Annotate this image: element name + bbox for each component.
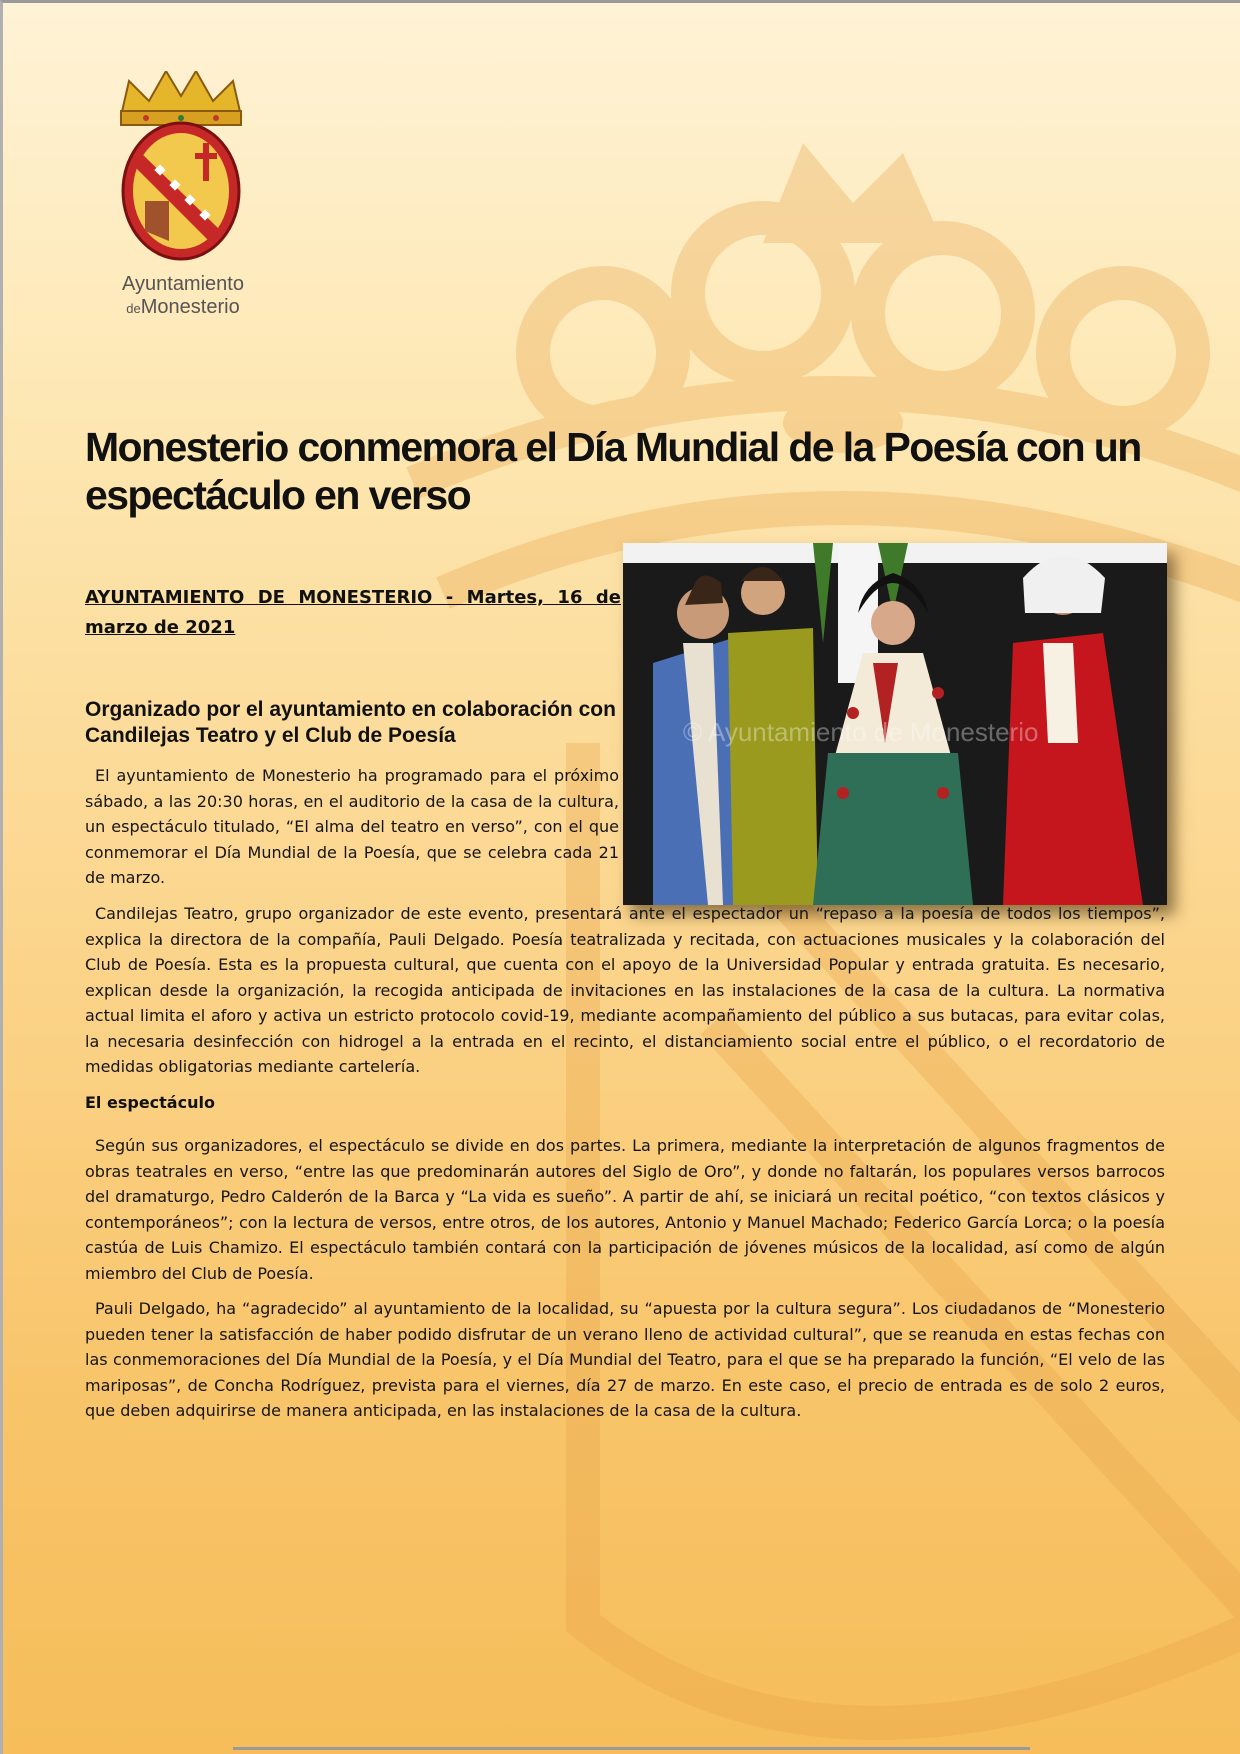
paragraph-3-text: Según sus organizadores, el espectáculo se divide en dos partes. La primera, mediante la interpretación de algunos fragmentos de obras teatrales en verso, “entre las que predominarán autores del Siglo de Oro”, y donde no faltarán, los populares versos barrocos del dramaturgo, Pedro Calderón de la Barca y “La vida es sueño”. A partir de ahí, se iniciará un recital poético, “con textos clásicos y contemporáneos”; con la lectura de versos, entre otros, de los autores, Antonio y Manuel Machado; Federico García Lorca; o la poesía castúa de Luis Chamizo. El espectáculo también contará con la participación de jóvenes músicos de la localidad, así como de algún miembro del Club de Poesía. bbox=[85, 1136, 1165, 1283]
logo-line-2-prefix: de bbox=[126, 301, 141, 316]
footer-divider bbox=[233, 1747, 1030, 1750]
article-title: Monesterio conmemora el Día Mundial de la Poesía con un espectáculo en verso bbox=[85, 424, 1141, 518]
article-dateline: AYUNTAMIENTO DE MONESTERIO - Martes, 16 de marzo de 2021 bbox=[85, 587, 621, 638]
paragraph-1-text: El ayuntamiento de Monesterio ha programado para el próximo sábado, a las 20:30 horas, en el auditorio de la casa de la cultura, un espectáculo titulado, “El alma del teatro en verso”, con el que conmemorar el Día Mundial de la Poesía, que se celebra cada 21 de marzo. bbox=[85, 766, 619, 887]
photo-watermark-text: © Ayuntamiento de Monesterio bbox=[683, 717, 1039, 747]
logo-line-2-main: Monesterio bbox=[140, 296, 240, 318]
logo-line-1: Ayuntamiento bbox=[122, 273, 244, 295]
article-photo bbox=[623, 543, 1167, 905]
article-subtitle: Organizado por el ayuntamiento en colaboración con Candilejas Teatro y el Club de Poesía bbox=[85, 698, 616, 747]
paragraph-2-text: Candilejas Teatro, grupo organizador de este evento, presentará ante el espectador un “repaso a la poesía de todos los tiempos”, explica la directora de la compañía, Pauli Delgado. Poesía teatralizada y recitada, con actuaciones musicales y la colaboración del Club de Poesía. Esta es la propuesta cultural, que cuenta con el apoyo de la Universidad Popular y entrada gratuita. Es necesario, explican desde la organización, la recogida anticipada de invitaciones en las instalaciones de la casa de la cultura. La normativa actual limita el aforo y activa un estricto protocolo covid-19, mediante acompañamiento del público a sus butacas, para evitar colas, la necesaria desinfección con hidrogel a la entrada en el recinto, el distanciamiento social entre el público, o el recordatorio de medidas obligatorias mediante cartelería. bbox=[85, 904, 1165, 1076]
logo-text bbox=[103, 273, 263, 320]
paragraph-4-text: Pauli Delgado, ha “agradecido” al ayuntamiento de la localidad, su “apuesta por la cultura segura”. Los ciudadanos de “Monesterio pueden tener la satisfacción de haber podido disfrutar de un verano lleno de actividad cultural”, que se reanuda en estas fechas con las conmemoraciones del Día Mundial de la Poesía, y el Día Mundial del Teatro, para el que se ha preparado la función, “El velo de las mariposas”, de Concha Rodríguez, prevista para el viernes, día 27 de marzo. En este caso, el precio de entrada es de solo 2 euros, que deben adquirirse de manera anticipada, en las instalaciones de la casa de la cultura. bbox=[85, 1299, 1165, 1420]
paragraph-3 bbox=[85, 1133, 1165, 1286]
ayuntamiento-logo bbox=[111, 71, 251, 261]
paragraph-4 bbox=[85, 1296, 1165, 1424]
paragraph-2 bbox=[85, 901, 1165, 1080]
paragraph-1 bbox=[85, 763, 619, 891]
logo-line-2 bbox=[103, 296, 263, 320]
section-heading: El espectáculo bbox=[85, 1093, 215, 1112]
